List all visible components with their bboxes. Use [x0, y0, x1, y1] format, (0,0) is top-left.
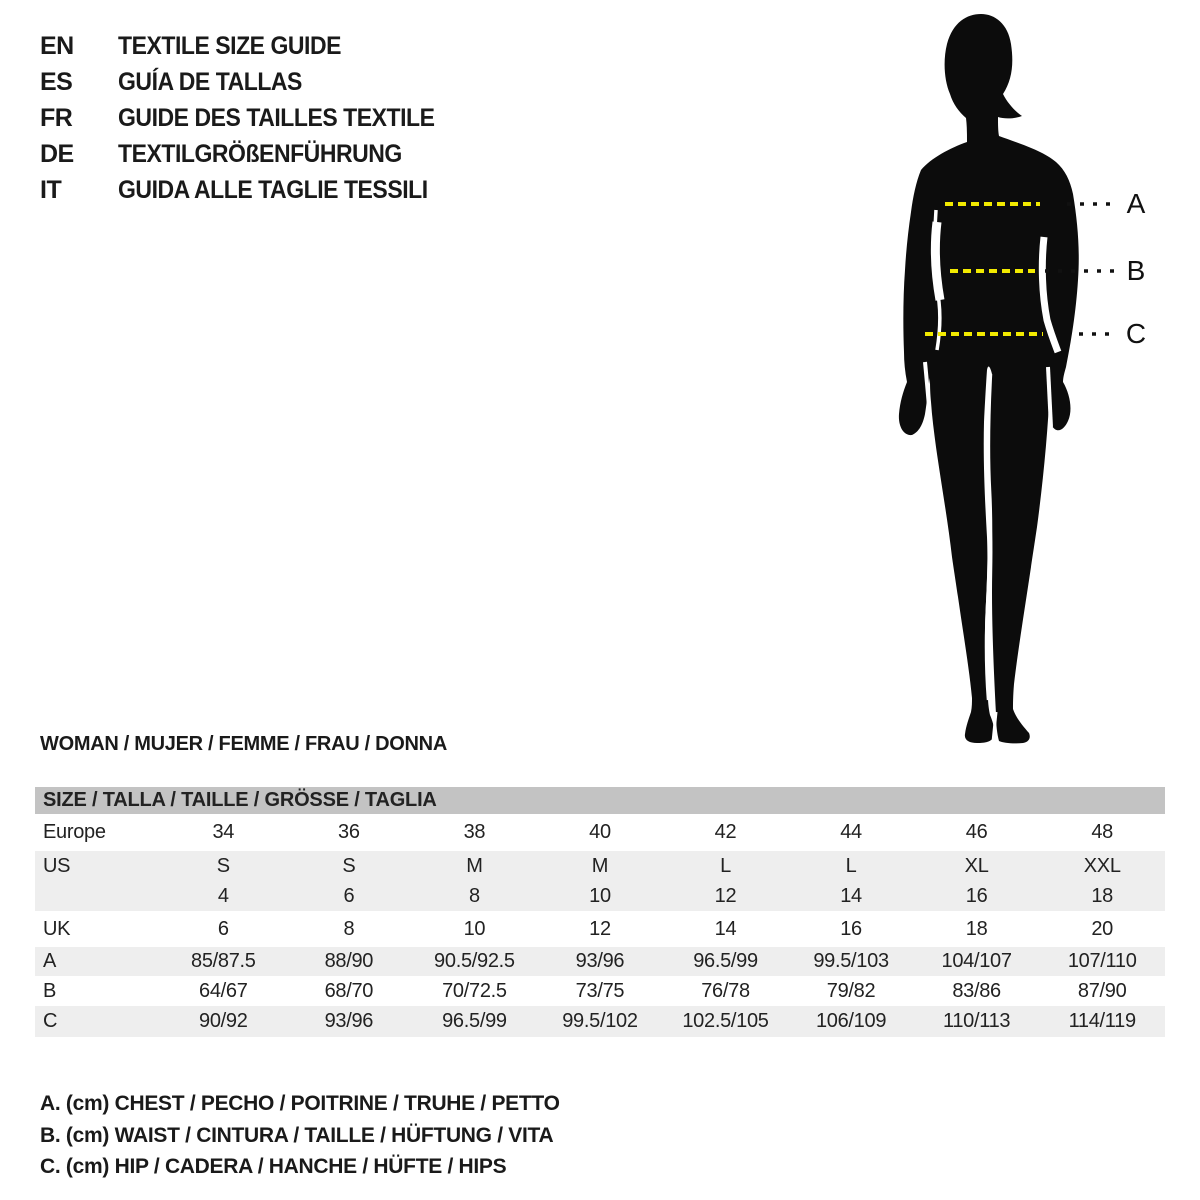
language-code: EN: [40, 31, 74, 60]
table-cell: 76/78: [701, 979, 750, 1002]
table-cell: 83/86: [952, 979, 1001, 1002]
table-cell: 16: [914, 881, 1040, 911]
table-cell: 99.5/102: [537, 1006, 663, 1037]
table-cell: 4: [161, 881, 287, 911]
language-code: ES: [40, 67, 73, 96]
language-row-it: [40, 172, 462, 208]
table-cell: 79/82: [826, 979, 876, 1002]
row-label: US: [35, 851, 161, 881]
table-row-waist-b: [35, 976, 1165, 1006]
guide-title-fr: GUIDE DES TAILLES TEXTILE: [118, 103, 435, 132]
marker-label-c: C: [1125, 318, 1147, 349]
table-cell: 88/90: [286, 947, 412, 976]
language-code: FR: [40, 103, 73, 132]
table-cell: 40: [589, 821, 611, 843]
table-row-europe: [35, 814, 1165, 851]
table-cell: M: [412, 851, 538, 881]
table-cell: 48: [1091, 821, 1114, 843]
table-cell: M: [537, 851, 663, 881]
table-cell: 104/107: [914, 947, 1040, 976]
legend-waist: B. (cm) WAIST / CINTURA / TAILLE / HÜFTUNG / VITA: [40, 1123, 554, 1147]
table-cell: 85/87.5: [161, 947, 287, 976]
leg-gap: [987, 374, 990, 700]
table-cell: 73/75: [575, 979, 625, 1002]
marker-label-a: A: [1126, 188, 1146, 219]
table-cell: 36: [338, 821, 360, 843]
table-cell: 12: [589, 917, 611, 940]
language-code: IT: [40, 175, 62, 204]
row-label: C: [35, 1006, 161, 1037]
row-label: UK: [43, 917, 71, 940]
table-row-us-letters: [35, 851, 1165, 881]
table-cell: 90/92: [161, 1006, 287, 1037]
table-cell: 16: [840, 917, 862, 940]
table-cell: 96.5/99: [663, 947, 789, 976]
language-row-en: [40, 28, 462, 64]
row-label: A: [35, 947, 161, 976]
table-cell: S: [161, 851, 287, 881]
table-cell: 10: [463, 917, 486, 940]
table-row-us-numbers: [35, 881, 1165, 911]
table-cell: 93/96: [537, 947, 663, 976]
table-cell: 42: [714, 821, 737, 843]
table-cell: 90.5/92.5: [412, 947, 538, 976]
table-cell: 6: [217, 917, 229, 940]
table-cell: 93/96: [286, 1006, 412, 1037]
table-cell: 110/113: [914, 1006, 1040, 1037]
table-row-uk: [35, 911, 1165, 947]
legend-hip: C. (cm) HIP / CADERA / HANCHE / HÜFTE / HIPS: [40, 1155, 507, 1178]
table-cell: 14: [714, 917, 737, 940]
row-label: [35, 881, 161, 911]
table-cell: 96.5/99: [412, 1006, 538, 1037]
table-cell: 8: [412, 881, 538, 911]
table-cell: 12: [663, 881, 789, 911]
guide-title-en: TEXTILE SIZE GUIDE: [118, 31, 342, 60]
size-table-header-row: [35, 787, 1165, 814]
section-title-woman: WOMAN / MUJER / FEMME / FRAU / DONNA: [40, 733, 447, 755]
table-cell: 14: [788, 881, 914, 911]
table-cell: 87/90: [1077, 979, 1127, 1002]
row-label: B: [43, 979, 57, 1002]
row-label: Europe: [43, 821, 106, 843]
table-cell: 107/110: [1039, 947, 1165, 976]
table-cell: 8: [343, 917, 355, 940]
measurement-legend: [40, 1088, 560, 1183]
table-cell: 70/72.5: [442, 979, 507, 1002]
feet-gap: [993, 712, 996, 742]
legend-chest: A. (cm) CHEST / PECHO / POITRINE / TRUHE / PETTO: [40, 1092, 560, 1115]
table-cell: 64/67: [199, 979, 248, 1002]
table-cell: 68/70: [324, 979, 374, 1002]
table-cell: 18: [965, 917, 988, 940]
table-cell: 20: [1091, 917, 1114, 940]
table-row-hip-c: [35, 1006, 1165, 1037]
language-title-list: [40, 28, 462, 208]
table-cell: 44: [840, 821, 862, 843]
language-row-es: [40, 64, 462, 100]
table-cell: L: [788, 851, 914, 881]
woman-silhouette-figure: [895, 12, 1160, 747]
table-cell: L: [663, 851, 789, 881]
table-cell: 102.5/105: [663, 1006, 789, 1037]
language-row-de: [40, 136, 462, 172]
size-table-header: SIZE / TALLA / TAILLE / GRÖSSE / TAGLIA: [35, 787, 1165, 814]
language-row-fr: [40, 100, 462, 136]
table-cell: 106/109: [788, 1006, 914, 1037]
table-cell: 99.5/103: [788, 947, 914, 976]
guide-title-es: GUÍA DE TALLAS: [118, 67, 302, 96]
guide-title-de: TEXTILGRÖßENFÜHRUNG: [118, 139, 402, 168]
table-cell: 114/119: [1039, 1006, 1165, 1037]
table-cell: 46: [965, 821, 988, 843]
table-cell: 38: [463, 821, 486, 843]
language-code: DE: [40, 139, 74, 168]
table-cell: S: [286, 851, 412, 881]
table-row-chest-a: [35, 947, 1165, 976]
guide-title-it: GUIDA ALLE TAGLIE TESSILI: [118, 175, 428, 204]
table-cell: 18: [1039, 881, 1165, 911]
table-cell: 34: [212, 821, 235, 843]
table-cell: 10: [537, 881, 663, 911]
table-cell: XXL: [1039, 851, 1165, 881]
marker-label-b: B: [1126, 255, 1146, 286]
size-table: [35, 787, 1165, 1037]
table-cell: 6: [286, 881, 412, 911]
table-cell: XL: [914, 851, 1040, 881]
